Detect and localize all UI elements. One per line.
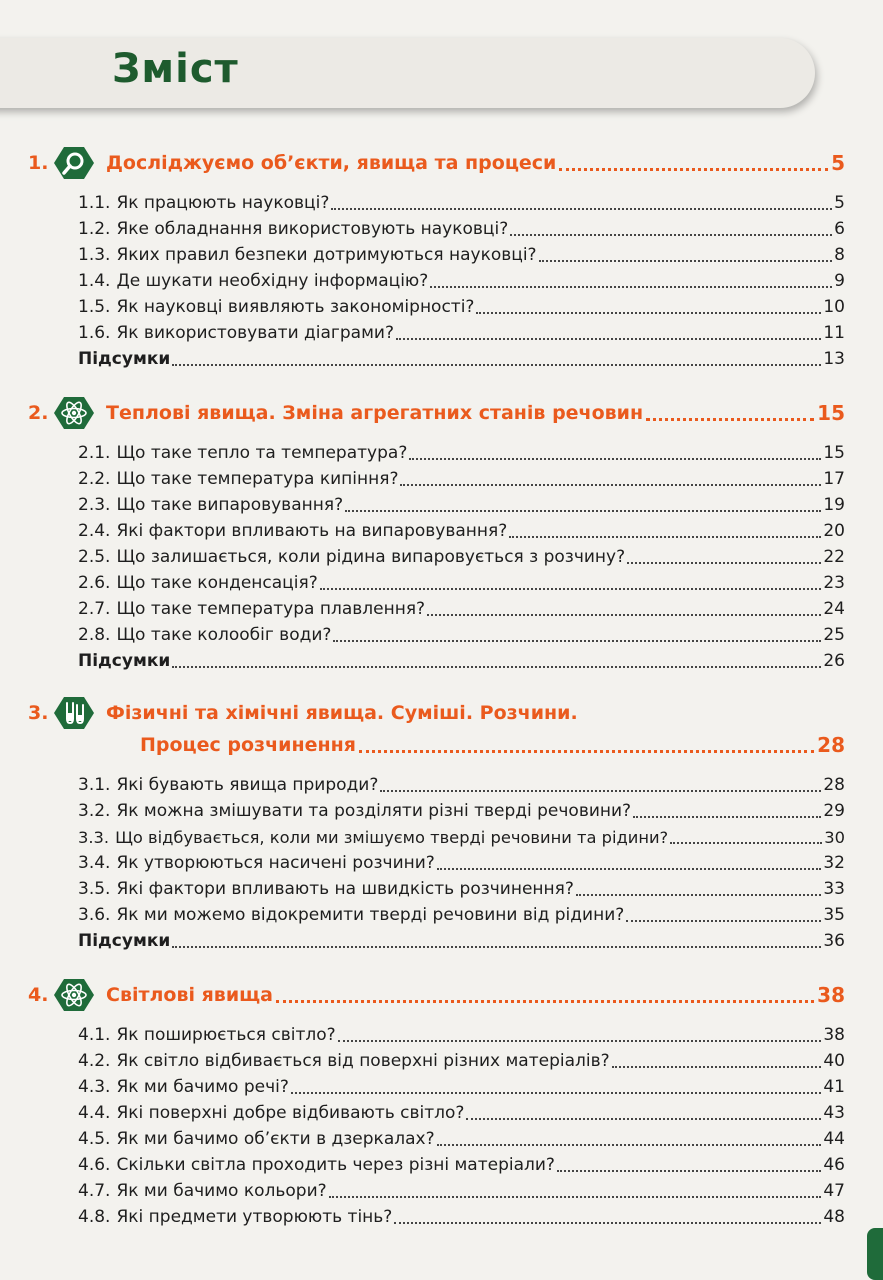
summary-title: Підсумки — [78, 651, 171, 671]
toc-entry[interactable] — [78, 1178, 845, 1204]
entry-page: 24 — [823, 599, 845, 619]
entry-number: 2.2. — [78, 469, 111, 489]
chapter-title: Теплові явища. Зміна агрегатних станів речовин — [106, 402, 644, 424]
entry-number: 4.2. — [78, 1051, 111, 1071]
entry-number: 1.5. — [78, 297, 111, 317]
entry-title: Які фактори впливають на випаровування? — [116, 521, 508, 541]
entry-title: Як ми бачимо кольори? — [116, 1181, 327, 1201]
entry-page: 44 — [823, 1129, 845, 1149]
toc-entry[interactable] — [78, 320, 845, 346]
entry-title: Як ми бачимо об’єкти в дзеркалах? — [116, 1129, 435, 1149]
entry-title: Що таке тепло та температура? — [116, 443, 408, 463]
toc-summary[interactable] — [78, 346, 845, 372]
dot-leader — [331, 208, 832, 210]
entry-number: 2.3. — [78, 495, 111, 515]
toc-entry[interactable] — [78, 492, 845, 518]
dot-leader — [626, 920, 821, 922]
entry-page: 48 — [823, 1207, 845, 1227]
dot-leader — [172, 364, 821, 366]
entry-title: Яких правил безпеки дотримуються науковці? — [116, 245, 537, 265]
entry-page: 6 — [834, 219, 845, 239]
dot-leader — [627, 562, 821, 564]
toc-summary[interactable] — [78, 928, 845, 954]
toc-entry[interactable] — [78, 902, 845, 928]
entry-number: 1.3. — [78, 245, 111, 265]
dot-leader — [172, 666, 821, 668]
toc-entry[interactable] — [78, 570, 845, 596]
dot-leader — [172, 946, 821, 948]
toc-entry[interactable] — [78, 216, 845, 242]
entry-page: 11 — [823, 323, 845, 343]
dot-leader — [329, 1196, 822, 1198]
entry-page: 47 — [823, 1181, 845, 1201]
magnifier-icon — [54, 146, 94, 180]
test-tubes-icon — [54, 696, 94, 730]
dot-leader — [557, 1170, 821, 1172]
entry-title: Що залишається, коли рідина випаровується з розчину? — [116, 547, 626, 567]
dot-leader — [633, 816, 821, 818]
entry-number: 4.1. — [78, 1025, 111, 1045]
entry-page: 38 — [823, 1025, 845, 1045]
entry-title: Які поверхні добре відбивають світло? — [116, 1103, 465, 1123]
dot-leader — [430, 286, 832, 288]
dot-leader — [359, 750, 814, 753]
entry-number: 1.1. — [78, 193, 111, 213]
summary-title: Підсумки — [78, 931, 171, 951]
toc-summary[interactable] — [78, 648, 845, 674]
entry-page: 46 — [823, 1155, 845, 1175]
page-corner-tab — [867, 1228, 883, 1280]
dot-leader — [427, 614, 821, 616]
toc-entry[interactable] — [78, 1126, 845, 1152]
dot-leader — [320, 588, 822, 590]
dot-leader — [394, 1222, 821, 1224]
entry-page: 10 — [823, 297, 845, 317]
chapter-title: Фізичні та хімічні явища. Суміші. Розчини. — [106, 702, 578, 724]
chapter-title: Досліджуємо об’єкти, явища та процеси — [106, 152, 557, 174]
entry-number: 3.2. — [78, 801, 111, 821]
entry-title: Скільки світла проходить через різні матеріали? — [116, 1155, 555, 1175]
entry-title: Як ми бачимо речі? — [116, 1077, 289, 1097]
entry-page: 26 — [823, 651, 845, 671]
dot-leader — [409, 458, 821, 460]
chapter-page: 5 — [831, 151, 845, 175]
dot-leader — [380, 790, 821, 792]
entry-title: Що таке температура плавлення? — [116, 599, 426, 619]
toc-entry[interactable] — [78, 1100, 845, 1126]
entry-title: Де шукати необхідну інформацію? — [116, 271, 429, 291]
entry-number: 4.4. — [78, 1103, 111, 1123]
entry-title: Як поширюється світло? — [116, 1025, 336, 1045]
entry-page: 20 — [823, 521, 845, 541]
dot-leader — [646, 418, 814, 421]
chapter-3-heading[interactable] — [28, 696, 845, 766]
chapter-page: 15 — [817, 401, 845, 425]
entry-number: 2.6. — [78, 573, 111, 593]
entry-number: 3.6. — [78, 905, 111, 925]
atom-icon — [54, 978, 94, 1012]
entry-number: 3.4. — [78, 853, 111, 873]
dot-leader — [576, 894, 821, 896]
entry-page: 25 — [823, 625, 845, 645]
entry-number: 1.2. — [78, 219, 111, 239]
dot-leader — [345, 510, 821, 512]
toc-entry[interactable] — [78, 440, 845, 466]
dot-leader — [559, 168, 828, 171]
toc-entry[interactable] — [78, 1152, 845, 1178]
chapter-title-continuation: Процес розчинення — [140, 734, 356, 756]
dot-leader — [670, 842, 822, 844]
entry-title: Як використовувати діаграми? — [116, 323, 394, 343]
entry-number: 4.3. — [78, 1077, 111, 1097]
entry-title: Які бувають явища природи? — [116, 775, 379, 795]
summary-title: Підсумки — [78, 349, 171, 369]
chapter-number: 4. — [28, 984, 49, 1006]
toc-entry[interactable] — [78, 544, 845, 570]
entry-page: 5 — [834, 193, 845, 213]
chapter-title-line2 — [140, 728, 845, 762]
chapter-number: 2. — [28, 402, 49, 424]
dot-leader — [276, 1000, 814, 1003]
toc-entry[interactable] — [78, 242, 845, 268]
toc-entry[interactable] — [78, 466, 845, 492]
atom-icon — [54, 396, 94, 430]
toc-entry[interactable] — [78, 622, 845, 648]
entry-title: Як працюють науковці? — [116, 193, 330, 213]
chapter-page: 38 — [817, 983, 845, 1007]
toc-entry[interactable] — [78, 850, 845, 876]
toc-entry[interactable] — [78, 596, 845, 622]
entry-page: 28 — [823, 775, 845, 795]
entry-title: Як можна змішувати та розділяти різні тверді речовини? — [116, 801, 632, 821]
dot-leader — [291, 1092, 821, 1094]
toc-entry[interactable] — [78, 268, 845, 294]
entry-number: 3.3. — [78, 827, 110, 847]
dot-leader — [396, 338, 821, 340]
entry-page: 22 — [823, 547, 845, 567]
dot-leader — [400, 484, 821, 486]
entry-number: 4.5. — [78, 1129, 111, 1149]
entry-page: 15 — [823, 443, 845, 463]
toc-entry[interactable] — [78, 1204, 845, 1230]
entry-number: 4.6. — [78, 1155, 111, 1175]
toc-entry[interactable] — [78, 876, 845, 902]
entry-number: 1.4. — [78, 271, 111, 291]
entry-number: 2.4. — [78, 521, 111, 541]
entry-page: 23 — [823, 573, 845, 593]
entry-title: Яке обладнання використовують науковці? — [116, 219, 509, 239]
entry-title: Що відбувається, коли ми змішуємо тверді речовини та рідини? — [115, 827, 669, 847]
dot-leader — [539, 260, 833, 262]
entry-title: Як науковці виявляють закономірності? — [116, 297, 475, 317]
entry-number: 4.8. — [78, 1207, 111, 1227]
toc-entry[interactable] — [78, 1074, 845, 1100]
chapter-1-heading[interactable] — [28, 146, 845, 180]
entry-number: 2.5. — [78, 547, 111, 567]
chapter-page: 28 — [817, 733, 845, 757]
entry-page: 35 — [823, 905, 845, 925]
chapter-title: Світлові явища — [106, 984, 273, 1006]
entry-page: 32 — [823, 853, 845, 873]
entry-number: 3.5. — [78, 879, 111, 899]
toc-entry[interactable] — [78, 1048, 845, 1074]
entry-page: 33 — [823, 879, 845, 899]
dot-leader — [510, 234, 832, 236]
entry-number: 2.8. — [78, 625, 111, 645]
entry-number: 3.1. — [78, 775, 111, 795]
entry-title: Що таке випаровування? — [116, 495, 344, 515]
toc-entry[interactable] — [78, 190, 845, 216]
entry-page: 36 — [823, 931, 845, 951]
toc-entry[interactable] — [78, 1022, 845, 1048]
entry-page: 43 — [823, 1103, 845, 1123]
entry-title: Що таке колообіг води? — [116, 625, 332, 645]
dot-leader — [612, 1066, 822, 1068]
dot-leader — [509, 536, 821, 538]
entry-title: Що таке температура кипіння? — [116, 469, 399, 489]
entry-title: Як світло відбивається від поверхні різних матеріалів? — [116, 1051, 610, 1071]
chapter-number: 3. — [28, 702, 49, 724]
dot-leader — [437, 868, 822, 870]
toc-entry[interactable] — [78, 294, 845, 320]
dot-leader — [333, 640, 821, 642]
chapter-4-heading[interactable] — [28, 978, 845, 1012]
entry-page: 29 — [823, 801, 845, 821]
entry-page: 41 — [823, 1077, 845, 1097]
entry-page: 30 — [824, 827, 845, 847]
entry-number: 4.7. — [78, 1181, 111, 1201]
entry-page: 17 — [823, 469, 845, 489]
toc-entry[interactable] — [78, 518, 845, 544]
dot-leader — [437, 1144, 822, 1146]
entry-title: Як ми можемо відокремити тверді речовини від рідини? — [116, 905, 625, 925]
dot-leader — [476, 312, 821, 314]
entry-title: Що таке конденсація? — [116, 573, 318, 593]
entry-page: 13 — [823, 349, 845, 369]
entry-page: 40 — [823, 1051, 845, 1071]
entry-page: 8 — [834, 245, 845, 265]
chapter-2-heading[interactable] — [28, 396, 845, 430]
entry-number: 2.7. — [78, 599, 111, 619]
toc-entry[interactable] — [78, 798, 845, 824]
chapter-number: 1. — [28, 152, 49, 174]
entry-number: 2.1. — [78, 443, 111, 463]
dot-leader — [466, 1118, 821, 1120]
entry-page: 19 — [823, 495, 845, 515]
entry-title: Як утворюються насичені розчини? — [116, 853, 435, 873]
entry-page: 9 — [834, 271, 845, 291]
dot-leader — [338, 1040, 822, 1042]
toc-entry[interactable] — [78, 772, 845, 798]
page-title: Зміст — [112, 46, 239, 92]
toc-entry[interactable] — [78, 824, 845, 850]
entry-title: Які предмети утворюють тінь? — [116, 1207, 393, 1227]
entry-title: Які фактори впливають на швидкість розчинення? — [116, 879, 574, 899]
entry-number: 1.6. — [78, 323, 111, 343]
